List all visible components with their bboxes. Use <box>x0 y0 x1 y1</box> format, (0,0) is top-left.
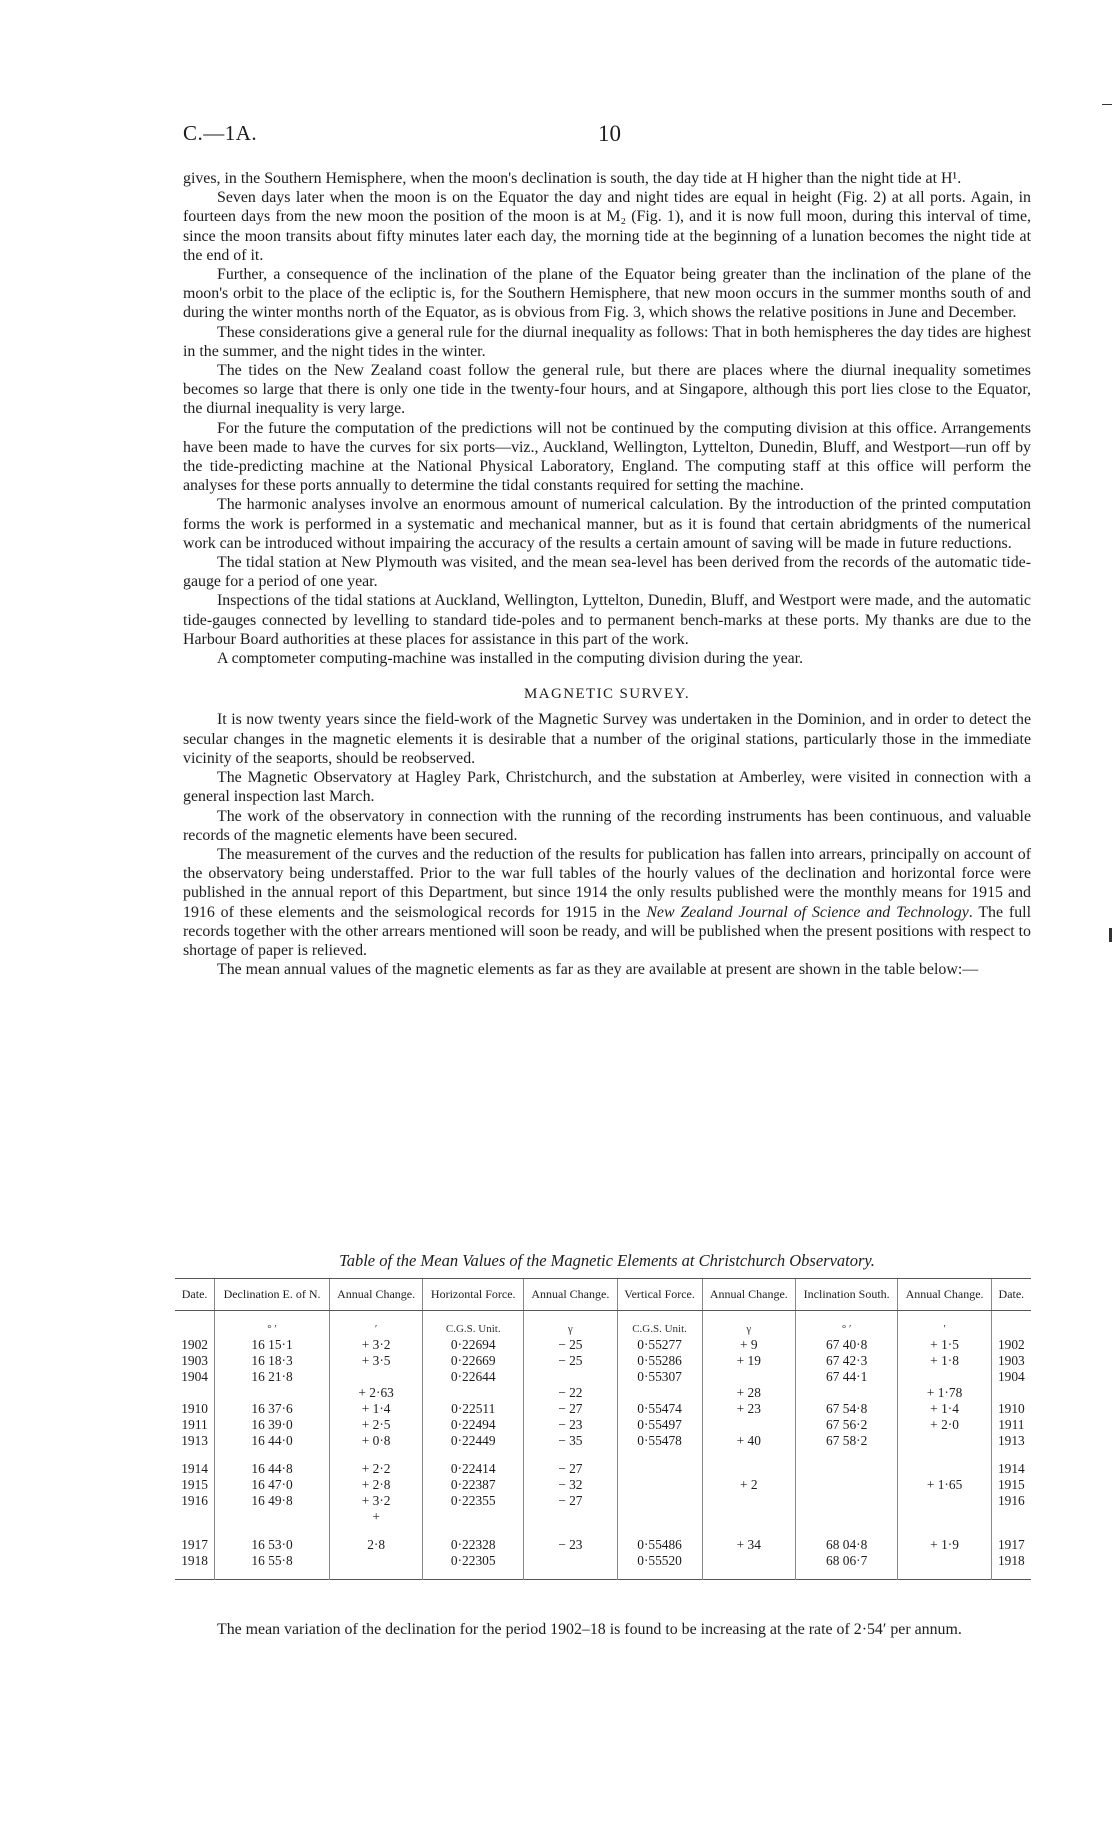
magnetic-elements-table <box>175 1278 1031 1581</box>
table-cell: + 28 <box>702 1385 795 1401</box>
paragraph: gives, in the Southern Hemisphere, when the moon's declination is south, the day tide at H higher than the night tide at H¹. <box>183 170 962 187</box>
table-cell <box>617 1493 702 1509</box>
table-cell: 1917 <box>991 1537 1031 1553</box>
table-cell: 16 55·8 <box>215 1553 330 1580</box>
table-cell: 1914 <box>181 1461 208 1476</box>
table-cell: 2·8 <box>329 1537 422 1553</box>
paragraph: The work of the observatory in connection with the running of the recording instruments has been continuous, and valuable records of the magnetic elements have been secured. <box>183 807 1031 844</box>
table-cell: 16 39·0 <box>215 1417 330 1433</box>
table-cell: 0·55286 <box>617 1353 702 1369</box>
table-cell <box>898 1433 991 1449</box>
table-cell <box>795 1509 897 1525</box>
table-cell: + 3·2 <box>329 1493 422 1509</box>
table-cell: 0·55478 <box>617 1433 702 1449</box>
table-cell <box>215 1509 330 1525</box>
table-cell: 0·22511 <box>423 1401 524 1417</box>
table-cell <box>991 1509 1031 1525</box>
column-header: Annual Change. <box>702 1279 795 1311</box>
table-header-row <box>175 1279 1031 1311</box>
table-cell <box>795 1461 897 1477</box>
paragraph: These considerations give a general rule for the diurnal inequality as follows: That in both hemispheres the day tides are highest in the summer, and the night tides in the winter. <box>183 323 1031 360</box>
table-cell: + 1·4 <box>329 1401 422 1417</box>
table-cell: 0·22644 <box>423 1369 524 1385</box>
journal-title: New Zealand Journal of Science and Technology <box>646 903 969 921</box>
column-header: Inclination South. <box>795 1279 897 1311</box>
table-cell: 16 18·3 <box>215 1353 330 1369</box>
spacer-row <box>175 1449 1031 1461</box>
table-row <box>175 1353 1031 1369</box>
spacer-cell <box>617 1449 702 1461</box>
table-cell: − 27 <box>524 1493 617 1509</box>
unit-cell: γ <box>702 1311 795 1338</box>
table-row <box>175 1433 1031 1449</box>
table-cell: + 9 <box>702 1337 795 1353</box>
table-cell: 0·22694 <box>423 1337 524 1353</box>
table-cell: 16 37·6 <box>215 1401 330 1417</box>
spacer-cell <box>329 1525 422 1537</box>
table-cell: 0·22669 <box>423 1353 524 1369</box>
table-cell <box>423 1509 524 1525</box>
table-cell <box>795 1493 897 1509</box>
table-cell: 67 58·2 <box>795 1433 897 1449</box>
column-header: Vertical Force. <box>617 1279 702 1311</box>
table-cell <box>329 1369 422 1385</box>
table-cell: 0·22449 <box>423 1433 524 1449</box>
unit-cell: ′ <box>329 1311 422 1338</box>
column-header: Date. <box>991 1279 1031 1311</box>
table-cell: 68 06·7 <box>795 1553 897 1580</box>
table-cell <box>898 1509 991 1525</box>
unit-cell: C.G.S. Unit. <box>423 1311 524 1338</box>
paragraph: Inspections of the tidal stations at Auckland, Wellington, Lyttelton, Dunedin, Bluff, and Westport were made, and the automatic tide-gauges connected by levelling to standard tide-poles and to permanent bench-marks at these ports. My thanks are due to the Harbour Board authorities at these places for assistance in this part of the work. <box>183 592 1031 648</box>
table-row <box>175 1509 1031 1525</box>
rule-cell <box>175 1580 1031 1582</box>
spacer-cell <box>423 1449 524 1461</box>
table-cell <box>423 1385 524 1401</box>
table-cell <box>617 1477 702 1493</box>
column-header: Declination E. of N. <box>215 1279 330 1311</box>
table-cell: 1903 <box>181 1353 208 1368</box>
report-code: C.—1A. <box>183 121 258 145</box>
table-cell <box>524 1553 617 1580</box>
table-cell <box>175 1509 215 1525</box>
table-cell: + 2·0 <box>898 1417 991 1433</box>
column-header: Annual Change. <box>524 1279 617 1311</box>
table-cell: + 2·2 <box>329 1461 422 1477</box>
table-cell: 0·55277 <box>617 1337 702 1353</box>
paragraph: For the future the computation of the predictions will not be continued by the computing division at this office. Arrangements have been made to have the curves for six ports—viz., Auckland, Wellington, Lyttelton, Dunedin, Bluff, and Westport—run off by the tide-predicting machine at the National Physical Laboratory, England. The computing staff at this office will perform the analyses for these ports annually to determine the tidal constants required for setting the machine. <box>183 419 1031 495</box>
table-cell: − 22 <box>524 1385 617 1401</box>
table-cell: + 40 <box>702 1433 795 1449</box>
table-cell: 1916 <box>991 1493 1031 1509</box>
table-cell: + 2·8 <box>329 1477 422 1493</box>
table-cell <box>795 1385 897 1401</box>
table-cell: 1910 <box>181 1401 208 1416</box>
table-cell <box>524 1509 617 1525</box>
table-row <box>175 1337 1031 1353</box>
table-cell: 0·22305 <box>423 1553 524 1580</box>
spacer-cell <box>991 1525 1031 1537</box>
table-cell: − 25 <box>524 1337 617 1353</box>
table-cell <box>702 1553 795 1580</box>
table-cell: 1913 <box>991 1433 1031 1449</box>
table-bottom-rule <box>175 1580 1031 1582</box>
table-cell <box>898 1461 991 1477</box>
table-row <box>175 1401 1031 1417</box>
table-cell <box>524 1369 617 1385</box>
table-row <box>175 1461 1031 1477</box>
table-cell: 67 44·1 <box>795 1369 897 1385</box>
column-header: Horizontal Force. <box>423 1279 524 1311</box>
table-cell: 1918 <box>991 1553 1031 1580</box>
table-cell: + 3·2 <box>329 1337 422 1353</box>
table-cell: + 2·5 <box>329 1417 422 1433</box>
paragraph: The harmonic analyses involve an enormous amount of numerical calculation. By the introduction of the printed computation forms the work is performed in a systematic and mechanical manner, but as it is found that certain abridgments of the numerical work can be introduced without impairing the accuracy of the results a certain amount of saving will be made in future reductions. <box>183 496 1031 552</box>
table-cell <box>898 1369 991 1385</box>
table-cell: + 2 <box>702 1477 795 1493</box>
table-cell <box>702 1417 795 1433</box>
table-cell <box>215 1385 330 1401</box>
table-cell: 16 53·0 <box>215 1537 330 1553</box>
table-cell: 0·55520 <box>617 1553 702 1580</box>
table-cell: 1911 <box>181 1417 208 1432</box>
units-row <box>175 1311 1031 1338</box>
table-cell: 16 44·0 <box>215 1433 330 1449</box>
table-cell: + 1·4 <box>898 1401 991 1417</box>
paragraph: It is now twenty years since the field-work of the Magnetic Survey was undertaken in the Dominion, and in order to detect the secular changes in the magnetic elements it is desirable that a number of the original stations, particularly those in the immediate vicinity of the seaports, should be reobserved. <box>183 711 1031 767</box>
text-run: The measurement of the curves and the reduction of the results for publication has fallen into arrears, principally on account of the observatory being understaffed. Prior to the war full tables of the hourly values of the declination and horizontal force were published in the annual report of this Department, but since 1914 the only results published were the monthly means for 1915 and 1916 of these elements and the seismological records for 1915 in the <box>183 845 1031 921</box>
table-cell: 68 04·8 <box>795 1537 897 1553</box>
table-cell: − 27 <box>524 1401 617 1417</box>
spacer-cell <box>175 1449 215 1461</box>
unit-cell <box>991 1311 1031 1338</box>
table-row <box>175 1553 1031 1580</box>
table-cell: 1918 <box>181 1553 208 1568</box>
table-cell <box>991 1385 1031 1401</box>
table-cell: 16 21·8 <box>215 1369 330 1385</box>
table-cell: + 19 <box>702 1353 795 1369</box>
table-cell <box>702 1493 795 1509</box>
table-cell: − 32 <box>524 1477 617 1493</box>
table-cell: 1916 <box>181 1493 208 1508</box>
table-body <box>175 1311 1031 1582</box>
table-cell: 1904 <box>991 1369 1031 1385</box>
table-cell <box>617 1509 702 1525</box>
table-cell: 67 42·3 <box>795 1353 897 1369</box>
table-cell: 1915 <box>991 1477 1031 1493</box>
scan-mark <box>1109 928 1112 942</box>
table-cell <box>175 1385 215 1401</box>
table-cell: 16 49·8 <box>215 1493 330 1509</box>
spacer-cell <box>175 1525 215 1537</box>
unit-cell: γ <box>524 1311 617 1338</box>
table-cell: 0·22414 <box>423 1461 524 1477</box>
table-cell: + 1·5 <box>898 1337 991 1353</box>
page-number: 10 <box>598 121 621 146</box>
spacer-cell <box>898 1449 991 1461</box>
table-cell: 16 15·1 <box>215 1337 330 1353</box>
table-row <box>175 1417 1031 1433</box>
table-row <box>175 1537 1031 1553</box>
table-cell: 0·22328 <box>423 1537 524 1553</box>
table-cell: 67 54·8 <box>795 1401 897 1417</box>
spacer-cell <box>329 1449 422 1461</box>
paragraph: Seven days later when the moon is on the Equator the day and night tides are equal in height (Fig. 2) at all ports. Again, in fourteen days from the new moon the position of the moon is at M₂ (Fig. 1), and it is now full moon, during this interval of time, since the moon transits about fifty minutes later each day, the morning tide at the beginning of a lunation becomes the night tide at the end of it. <box>183 189 1031 264</box>
table-cell: 1910 <box>991 1401 1031 1417</box>
table-cell: 0·22494 <box>423 1417 524 1433</box>
table-cell: 0·55474 <box>617 1401 702 1417</box>
paragraph: The tides on the New Zealand coast follow the general rule, but there are places where the diurnal inequality sometimes becomes so large that there is only one tide in the twenty-four hours, and at Singapore, although this port lies close to the Equator, the diurnal inequality is very large. <box>183 362 1031 418</box>
table-cell: 1904 <box>181 1369 208 1384</box>
table-cell: 0·55497 <box>617 1417 702 1433</box>
table-cell: + 1·9 <box>898 1537 991 1553</box>
table-cell: + 2·63 <box>329 1385 422 1401</box>
unit-cell: ′ <box>898 1311 991 1338</box>
text-run: . The full records together with the other arrears mentioned will soon be ready, and will be published when the present positions with respect to shortage of paper is relieved. <box>183 903 1032 959</box>
column-header: Annual Change. <box>329 1279 422 1311</box>
table-cell <box>617 1461 702 1477</box>
table-cell <box>898 1493 991 1509</box>
table-cell <box>329 1553 422 1580</box>
table-cell: + 1·8 <box>898 1353 991 1369</box>
table-cell: 0·55486 <box>617 1537 702 1553</box>
spacer-cell <box>524 1449 617 1461</box>
table-cell: 1913 <box>181 1433 208 1448</box>
table-title: Table of the Mean Values of the Magnetic Elements at Christchurch Observatory. <box>339 1251 875 1270</box>
table-cell: 67 40·8 <box>795 1337 897 1353</box>
table-cell <box>702 1509 795 1525</box>
column-header: Annual Change. <box>898 1279 991 1311</box>
spacer-cell <box>795 1525 897 1537</box>
paragraph: The tidal station at New Plymouth was visited, and the mean sea-level has been derived from the records of the automatic tide-gauge for a period of one year. <box>183 554 1031 591</box>
table-cell: + 1·65 <box>898 1477 991 1493</box>
table-cell <box>898 1553 991 1580</box>
table-cell: + 0·8 <box>329 1433 422 1449</box>
paragraph: A comptometer computing-machine was installed in the computing division during the year. <box>217 650 804 668</box>
table-cell <box>702 1369 795 1385</box>
spacer-cell <box>898 1525 991 1537</box>
table-cell: − 23 <box>524 1417 617 1433</box>
table-row <box>175 1385 1031 1401</box>
table-row <box>175 1477 1031 1493</box>
unit-cell: ° ′ <box>215 1311 330 1338</box>
scan-mark <box>1102 104 1112 105</box>
table-cell: 1914 <box>991 1461 1031 1477</box>
table-cell: 1915 <box>181 1477 208 1492</box>
table-cell: − 27 <box>524 1461 617 1477</box>
table-cell: 0·22355 <box>423 1493 524 1509</box>
main-text <box>183 169 1031 979</box>
column-header: Date. <box>175 1279 215 1311</box>
spacer-cell <box>524 1525 617 1537</box>
table-cell: + <box>329 1509 422 1525</box>
table-cell: 67 56·2 <box>795 1417 897 1433</box>
table-cell: 16 47·0 <box>215 1477 330 1493</box>
table-cell: 1902 <box>991 1337 1031 1353</box>
paragraph: The mean annual values of the magnetic elements as far as they are available at present are shown in the table below:— <box>217 961 979 979</box>
table-cell: 0·55307 <box>617 1369 702 1385</box>
table-cell: 1911 <box>991 1417 1031 1433</box>
table-row <box>175 1369 1031 1385</box>
closing-text <box>183 1620 1031 1640</box>
table-row <box>175 1493 1031 1509</box>
spacer-cell <box>423 1525 524 1537</box>
table-cell: + 3·5 <box>329 1353 422 1369</box>
table-cell: 1902 <box>181 1337 208 1352</box>
section-heading: MAGNETIC SURVEY. <box>524 686 690 703</box>
table-cell: − 25 <box>524 1353 617 1369</box>
spacer-cell <box>215 1449 330 1461</box>
spacer-cell <box>795 1449 897 1461</box>
table-cell: + 23 <box>702 1401 795 1417</box>
paragraph-arrears <box>183 845 1031 960</box>
unit-cell: ° ′ <box>795 1311 897 1338</box>
paragraph: Further, a consequence of the inclination of the plane of the Equator being greater than the inclination of the plane of the moon's orbit to the place of the ecliptic is, for the Southern Hemisphere, that new moon occurs in the summer months south of and during the winter months north of the Equator, as is obvious from Fig. 3, which shows the relative positions in June and December. <box>183 266 1031 322</box>
table-cell: 16 44·8 <box>215 1461 330 1477</box>
magnetic-table-container <box>175 1278 1031 1581</box>
spacer-cell <box>617 1525 702 1537</box>
spacer-cell <box>702 1525 795 1537</box>
spacer-cell <box>702 1449 795 1461</box>
table-cell: − 23 <box>524 1537 617 1553</box>
spacer-cell <box>991 1449 1031 1461</box>
spacer-cell <box>215 1525 330 1537</box>
spacer-row <box>175 1525 1031 1537</box>
unit-cell <box>175 1311 215 1338</box>
page-header <box>183 121 1028 151</box>
table-cell: 1917 <box>181 1537 208 1552</box>
table-cell <box>617 1385 702 1401</box>
unit-cell: C.G.S. Unit. <box>617 1311 702 1338</box>
table-cell: + 1·78 <box>898 1385 991 1401</box>
table-cell: 0·22387 <box>423 1477 524 1493</box>
table-cell <box>702 1461 795 1477</box>
table-cell: + 34 <box>702 1537 795 1553</box>
paragraph: The Magnetic Observatory at Hagley Park, Christchurch, and the substation at Amberley, were visited in connection with a general inspection last March. <box>183 769 1031 806</box>
table-cell: 1903 <box>991 1353 1031 1369</box>
table-cell <box>795 1477 897 1493</box>
table-cell: − 35 <box>524 1433 617 1449</box>
paragraph: The mean variation of the declination for the period 1902–18 is found to be increasing at the rate of 2·54′ per annum. <box>217 1621 962 1638</box>
